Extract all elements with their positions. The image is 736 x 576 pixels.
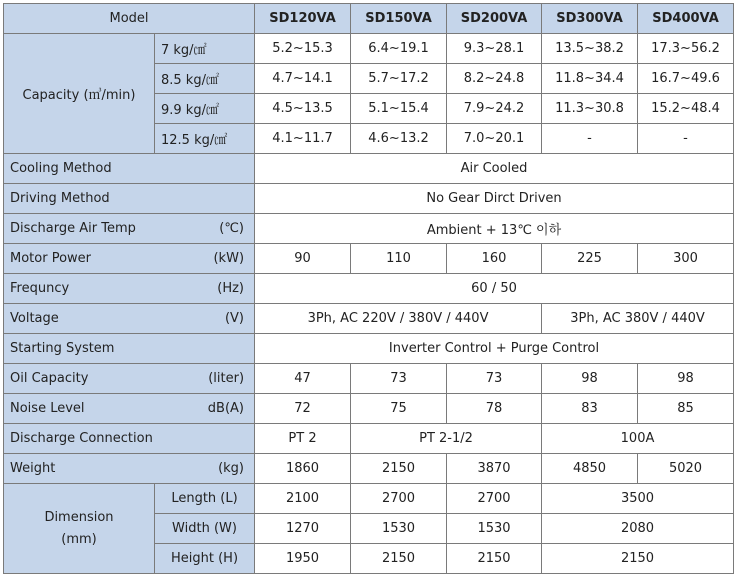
voltage-row	[4, 304, 734, 334]
noise-value: 83	[542, 394, 638, 424]
pressure-label: 12.5 kg/㎠	[155, 124, 255, 154]
capacity-value: 4.7~14.1	[255, 64, 351, 94]
capacity-value: 17.3~56.2	[638, 34, 734, 64]
capacity-value: 8.2~24.8	[447, 64, 542, 94]
capacity-row	[4, 34, 734, 64]
connection-value-b: PT 2-1/2	[351, 424, 542, 454]
cooling-row	[4, 154, 734, 184]
motor-value: 90	[255, 244, 351, 274]
height-value-merged: 2150	[542, 544, 734, 574]
motor-value: 225	[542, 244, 638, 274]
capacity-value: 16.7~49.6	[638, 64, 734, 94]
capacity-value: 7.0~20.1	[447, 124, 542, 154]
width-value-merged: 2080	[542, 514, 734, 544]
height-label: Height (H)	[155, 544, 255, 574]
discharge-temp-label-cell	[4, 214, 255, 244]
length-value: 2700	[351, 484, 447, 514]
motor-label: Motor Power	[10, 251, 92, 266]
capacity-value: 5.1~15.4	[351, 94, 447, 124]
noise-value: 78	[447, 394, 542, 424]
capacity-value: 11.3~30.8	[542, 94, 638, 124]
motor-value: 300	[638, 244, 734, 274]
discharge-temp-unit: (℃)	[219, 221, 245, 236]
noise-label-cell	[4, 394, 255, 424]
capacity-value: 11.8~34.4	[542, 64, 638, 94]
discharge-temp-row	[4, 214, 734, 244]
weight-label-cell	[4, 454, 255, 484]
model-name: SD120VA	[255, 4, 351, 34]
dimension-row	[4, 484, 734, 514]
model-header-cell: Model	[4, 4, 255, 34]
height-value: 2150	[351, 544, 447, 574]
driving-label: Driving Method	[4, 184, 255, 214]
motor-value: 160	[447, 244, 542, 274]
dimension-label-cell	[4, 484, 155, 574]
starting-label: Starting System	[4, 334, 255, 364]
capacity-value: 15.2~48.4	[638, 94, 734, 124]
starting-value: Inverter Control + Purge Control	[255, 334, 734, 364]
length-value: 2100	[255, 484, 351, 514]
height-value: 2150	[447, 544, 542, 574]
model-name: SD200VA	[447, 4, 542, 34]
spec-table	[3, 3, 734, 574]
frequency-label: Frequncy	[10, 281, 70, 296]
model-name: SD300VA	[542, 4, 638, 34]
capacity-label: Capacity (㎥/min)	[4, 34, 155, 154]
frequency-value: 60 / 50	[255, 274, 734, 304]
capacity-value: 4.6~13.2	[351, 124, 447, 154]
weight-row	[4, 454, 734, 484]
width-value: 1270	[255, 514, 351, 544]
cooling-value: Air Cooled	[255, 154, 734, 184]
capacity-value: 9.3~28.1	[447, 34, 542, 64]
weight-value: 4850	[542, 454, 638, 484]
cooling-label: Cooling Method	[4, 154, 255, 184]
driving-value: No Gear Dirct Driven	[255, 184, 734, 214]
capacity-value: 6.4~19.1	[351, 34, 447, 64]
oil-unit: (liter)	[208, 371, 245, 386]
pressure-label: 7 kg/㎠	[155, 34, 255, 64]
model-name: SD400VA	[638, 4, 734, 34]
starting-row	[4, 334, 734, 364]
capacity-value: 7.9~24.2	[447, 94, 542, 124]
noise-unit: dB(A)	[207, 401, 245, 416]
motor-unit: (kW)	[213, 251, 245, 266]
oil-value: 73	[447, 364, 542, 394]
voltage-value-b: 3Ph, AC 380V / 440V	[542, 304, 734, 334]
length-value: 2700	[447, 484, 542, 514]
oil-row	[4, 364, 734, 394]
frequency-row	[4, 274, 734, 304]
capacity-value: 4.1~11.7	[255, 124, 351, 154]
length-label: Length (L)	[155, 484, 255, 514]
weight-value: 2150	[351, 454, 447, 484]
pressure-label: 9.9 kg/㎠	[155, 94, 255, 124]
weight-value: 1860	[255, 454, 351, 484]
capacity-value: -	[638, 124, 734, 154]
height-value: 1950	[255, 544, 351, 574]
noise-value: 75	[351, 394, 447, 424]
oil-label: Oil Capacity	[10, 371, 89, 386]
capacity-value: -	[542, 124, 638, 154]
frequency-unit: (Hz)	[217, 281, 245, 296]
voltage-label-cell	[4, 304, 255, 334]
weight-value: 3870	[447, 454, 542, 484]
header-row	[4, 4, 734, 34]
capacity-value: 13.5~38.2	[542, 34, 638, 64]
connection-value-c: 100A	[542, 424, 734, 454]
pressure-label: 8.5 kg/㎠	[155, 64, 255, 94]
weight-value: 5020	[638, 454, 734, 484]
noise-value: 72	[255, 394, 351, 424]
oil-value: 98	[638, 364, 734, 394]
model-name: SD150VA	[351, 4, 447, 34]
motor-value: 110	[351, 244, 447, 274]
noise-row	[4, 394, 734, 424]
driving-row	[4, 184, 734, 214]
connection-row	[4, 424, 734, 454]
voltage-value-a: 3Ph, AC 220V / 380V / 440V	[255, 304, 542, 334]
length-value-merged: 3500	[542, 484, 734, 514]
oil-label-cell	[4, 364, 255, 394]
width-value: 1530	[351, 514, 447, 544]
discharge-temp-value: Ambient + 13℃ 이하	[255, 214, 734, 244]
connection-value-a: PT 2	[255, 424, 351, 454]
capacity-value: 5.7~17.2	[351, 64, 447, 94]
motor-label-cell	[4, 244, 255, 274]
oil-value: 47	[255, 364, 351, 394]
discharge-temp-label: Discharge Air Temp	[10, 221, 136, 236]
dimension-label: Dimension	[44, 509, 114, 525]
voltage-unit: (V)	[224, 311, 245, 326]
weight-unit: (kg)	[218, 461, 245, 476]
connection-label: Discharge Connection	[4, 424, 255, 454]
noise-value: 85	[638, 394, 734, 424]
capacity-value: 4.5~13.5	[255, 94, 351, 124]
width-value: 1530	[447, 514, 542, 544]
motor-row	[4, 244, 734, 274]
oil-value: 98	[542, 364, 638, 394]
capacity-value: 5.2~15.3	[255, 34, 351, 64]
frequency-label-cell	[4, 274, 255, 304]
dimension-unit: (mm)	[61, 531, 97, 547]
width-label: Width (W)	[155, 514, 255, 544]
weight-label: Weight	[10, 461, 56, 476]
voltage-label: Voltage	[10, 311, 59, 326]
noise-label: Noise Level	[10, 401, 85, 416]
oil-value: 73	[351, 364, 447, 394]
